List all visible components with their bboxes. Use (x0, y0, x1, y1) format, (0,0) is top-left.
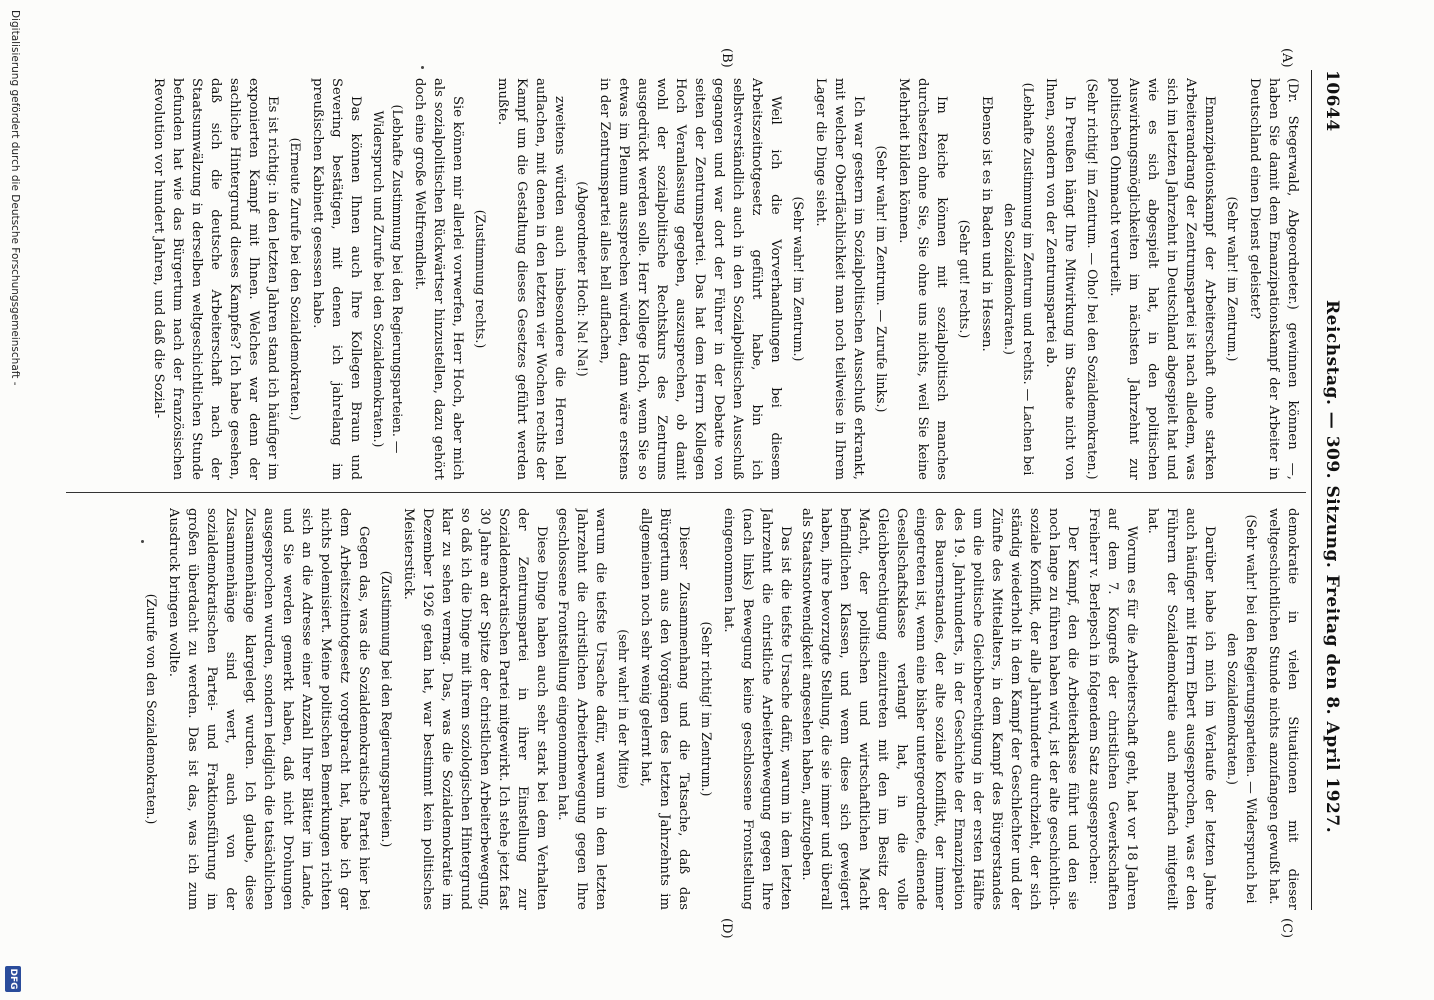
header-rule (1311, 70, 1312, 910)
paragraph: Dieser Zusammenhang und die Tatsache, daß das Bürgertum aus den Vorgängen des letzten Jahrzehnts im allgemeinen noch sehr wenig gelernt hat, (638, 508, 691, 910)
page-header (1314, 70, 1342, 910)
interjection: (Sehr wahr! im Zentrum.) (791, 196, 806, 362)
paragraph: Gegen das, was die Sozialdemokratische Partei hier bei dem Arbeitszeitnotgesetz vorgebracht hat, habe ich gar nichts polemisiert. Meine politischen Bemerkungen richten sich an die Adresse einer Anzahl Ihrer Blätter im Lande, und Sie werden gemerkt haben, daß nicht Drohungen ausgesprochen wurden, sondern lediglich die tatsächlichen Zusammenhänge klargelegt wurden. Ich glaube, diese Zusammenhänge sind wert, auch von der sozialdemokratischen Partei- und Fraktionsführung im großen überdacht zu werden. Das ist das, was ich zum Ausdruck bringen wollte. (166, 508, 371, 910)
interjection: (Sehr wahr! bei den Regierungsparteien. — Widerspruch bei den Sozialdemokraten.) (1225, 514, 1259, 904)
column-divider (66, 492, 1306, 493)
quotation: Der Kampf, den die Arbeiterklasse führt und den sie noch lange zu führen haben wird, ist der alte geschichtlich-soziale Konflikt, der alle Jahrhunderte durchzieht, der sich ständig wiederholt in dem Kampf der Geschlechter und der Zünfte des Mittelalters, in dem Kampf des Bürgerstandes um die politische Gleichberechtigung in der ersten Hälfte des 19. Jahrhunderts, in der Geschichte der Emanzipation des Bauernstandes, der alte soziale Konflikt, der immer eingetreten ist, wenn eine bisher untergeordnete, dienende Gesellschaftsklasse verlangt hat, in die volle Gleichberechtigung einzutreten mit den im Besitz der Macht, der politischen und wirtschaftlichen Macht befindlichen Klassen, und wenn diese sich geweigert haben, ihre bevorzugte Stellung, die sie immer und überall als Staatsnotwendigkeit angesehen haben, aufzugeben. (799, 508, 1080, 910)
paragraph: Darüber habe ich mich im Verlaufe der letzten Jahre auch häufiger mit Herrn Ebert ausgesprochen, was er den Führern der Sozialdemokratie auch mehrfach mitgeteilt hat. (1145, 508, 1217, 910)
page-number: 10644 (1322, 70, 1342, 132)
page-title: Reichstag. — 309. Sitzung. Freitag den 8. April 1927. (1322, 300, 1342, 834)
paragraph: Weil ich die Vorverhandlungen bei diesem Arbeitszeitnotgesetz geführt habe, bin ich selbstverständlich auch in den Sozialpolitischen Ausschuß gegangen und war dort der Führer in der Debatte von seiten der Zentrumspartei. Das hat dem Herrn Kollegen Hoch Veranlassung gegeben, auszusprechen, ob damit wohl der sozialpolitische Rechtskurs des Zentrums ausgedrückt werden solle. Herr Kollege Hoch, wenn Sie so etwas im Plenum aussprechen würden, dann wäre erstens in der Zentrumspartei alles hell auflachen, (597, 78, 783, 480)
paragraph: zweitens würden auch insbesondere die Herren hell auflachen, mit denen in den letzten vier Wochen rechts der Kampf um die Gestaltung dieses Gesetzes geführt werden mußte. (495, 78, 567, 480)
paragraph: Das können Ihnen auch Ihre Kollegen Braun und Severing bestätigen, mit denen ich jahrelang im preußischen Kabinett gesessen habe. (310, 78, 363, 480)
margin-marker-b: (B) (719, 48, 734, 68)
interjection: (Erneute Zurufe bei den Sozialdemokraten.) (288, 137, 303, 421)
paragraph: Im Reiche können mit sozialpolitisch manches durchsetzen ohne Sie, Sie ohne uns nichts, weil Sie keine Mehrheit bilden können. (896, 78, 949, 480)
interjection: (sehr wahr! in der Mitte) (616, 629, 631, 789)
paragraph: Es ist richtig: in den letzten Jahren stand ich häufiger im exponierten Kampf mit Ihnen. Welches war denn der sachliche Hintergrund dieses Kampfes? Ich habe gesehen, daß sich die deutsche Arbeiterschaft nach der Staatsumwälzung in derselben weltgeschichtlichen Stunde befunden hat wie das Bürgertum nach der französischen Revolution vor hundert Jahren, und daß die Sozial- (151, 78, 280, 480)
left-column (42, 78, 1302, 480)
paragraph: Diese Dinge haben auch sehr stark bei dem Verhalten der Zentrumspartei in ihrer Einstellung zur Sozialdemokratischen Partei mitgewirkt. Ich stehe jetzt fast 30 Jahre an der Spitze der christlichen Arbeiterbewegung, so daß ich die Dinge mit ihrem soziologischen Hintergrund klar zu sehen vermag. Das, was die Sozialdemokratie im Dezember 1926 getan hat, war bestimmt kein politisches Meisterstück. (401, 508, 549, 910)
scan-speck (141, 540, 144, 543)
scan-speck (421, 66, 424, 69)
interjection: (Lebhafte Zustimmung im Zentrum und rechts. — Lachen bei den Sozialdemokraten.) (1002, 82, 1036, 476)
margin-marker-d: (D) (719, 918, 734, 939)
interjection: (Zustimmung rechts.) (473, 209, 488, 349)
interjection: (Sehr richtig! im Zentrum.) (699, 621, 714, 797)
paragraph: Ich war gestern im Sozialpolitischen Ausschuß erkrankt, mit welcher Oberflächlichkeit man noch teilweise in Ihrem Lager die Dinge sieht. (813, 78, 866, 480)
interjection: (Sehr wahr! im Zentrum.) (1225, 196, 1240, 362)
paragraph: Das ist die tiefste Ursache dafür, warum in dem letzten Jahrzehnt die christliche Arbeiterbewegung gegen Ihre (nach links) Bewegung keine geschlossene Frontstellung eingenommen hat. (721, 508, 793, 910)
paragraph: warum die tiefste Ursache dafür, warum in dem letzten Jahrzehnt die christlichen Arbeiterbewegung gegen Ihre geschlossene Frontstellung eingenommen hat. (555, 508, 608, 910)
margin-marker-c: (C) (1279, 918, 1294, 939)
paragraph: In Preußen hängt Ihre Mitwirkung im Staate nicht von Ihnen, sondern von der Zentrumspartei ab. (1043, 78, 1077, 480)
digitization-credit (0, 0, 24, 1000)
paragraph: Sie können mir allerlei vorwerfen, Herr Hoch, aber mich als sozialpolitischen Rückwärtser hinzustellen, dazu gehört doch eine große Weltfremdheit. (412, 78, 465, 480)
margin-marker-a: (A) (1279, 48, 1294, 68)
credit-text: Digitalisierung gefördert durch die Deutsche Forschungsgemeinschaft - (9, 10, 21, 386)
interjection: (Zustimmung bei den Regierungsparteien.) (379, 570, 394, 848)
interjection: (Sehr richtig! im Zentrum. — Oho! bei den Sozialdemokraten.) (1085, 78, 1100, 480)
dfg-logo-icon: DFG (5, 966, 21, 992)
interjection: (Zurufe von den Sozialdemokraten.) (144, 593, 159, 825)
paragraph: demokratie in vielen Situationen mit dieser weltgeschichtlichen Stunde nichts anzufangen gewußt hat. (1266, 508, 1300, 910)
interjection: (Abgeordneter Hoch: Na! Na!) (575, 181, 590, 377)
paragraph: (Dr. Stegerwald, Abgeordneter.) gewinnen können —, haben Sie damit dem Emanzipationskampf der Arbeiter in Deutschland einen Dienst geleistet? (1247, 78, 1300, 480)
interjection: (Lebhafte Zustimmung bei den Regierungsparteien. — Widerspruch und Zurufe bei den Sozialdemokraten.) (371, 104, 405, 454)
paragraph: Emanzipationskampf der Arbeiterschaft ohne starken Arbeiterandrang der Zentrumspartei ist nach alledem, was sich im letzten Jahrzehnt in Deutschland abgespielt hat und wie es sich abgespielt hat, in den politischen Auswirkungsmöglichkeiten im nächsten Jahrzehnt zur politischen Ohnmacht verurteilt. (1107, 78, 1217, 480)
paragraph: Ebenso ist es in Baden und in Hessen. (979, 96, 994, 352)
interjection: (Sehr gut! rechts.) (957, 219, 972, 339)
right-column (42, 508, 1302, 910)
interjection: (Sehr wahr! im Zentrum. — Zurufe links.) (874, 145, 889, 413)
paragraph: Worum es für die Arbeiterschaft geht, hat vor 18 Jahren auf dem 7. Kongreß der christlichen Gewerkschaften Freiherr v. Berlepsch in folgendem Satz ausgesprochen: (1086, 508, 1139, 910)
